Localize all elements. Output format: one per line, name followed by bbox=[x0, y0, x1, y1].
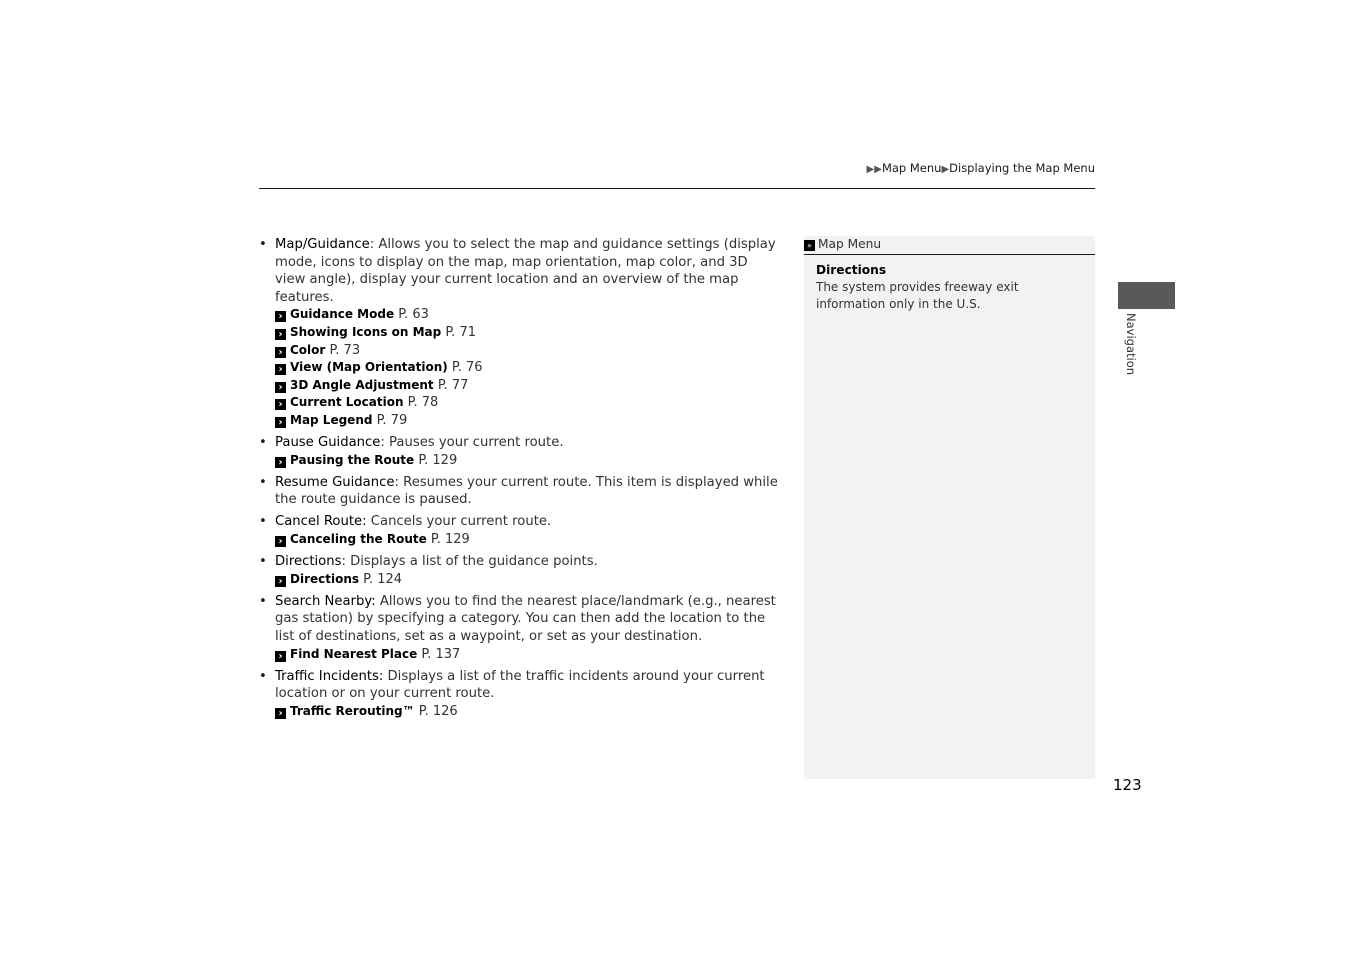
reference-arrow-icon: › bbox=[275, 347, 286, 358]
reference-link[interactable] bbox=[275, 342, 779, 360]
item-description: : Pauses your current route. bbox=[380, 435, 564, 451]
reference-link[interactable] bbox=[275, 571, 779, 589]
reference-page: P. 78 bbox=[407, 395, 439, 411]
reference-link[interactable] bbox=[275, 377, 779, 395]
breadcrumb-item-map-menu[interactable]: Map Menu bbox=[881, 161, 942, 175]
reference-title: Directions bbox=[290, 571, 360, 586]
reference-title: Find Nearest Place bbox=[290, 646, 418, 661]
reference-page: P. 77 bbox=[437, 377, 469, 393]
note-text: The system provides freeway exit information only in the U.S. bbox=[816, 280, 1019, 311]
bullet: • bbox=[259, 593, 267, 609]
reference-page: P. 129 bbox=[430, 532, 470, 547]
note-heading-text: Map Menu bbox=[818, 237, 882, 251]
triangle-right-icon: ▶ bbox=[941, 164, 950, 175]
reference-arrow-icon: › bbox=[275, 364, 286, 375]
item-description: Cancels your current route. bbox=[366, 514, 552, 530]
reference-title: Map Legend bbox=[290, 412, 373, 427]
item-term: Traffic Incidents: bbox=[275, 668, 384, 684]
section-tab bbox=[1118, 282, 1175, 309]
reference-page: P. 76 bbox=[451, 360, 483, 376]
bullet: • bbox=[259, 435, 267, 451]
item-term: Directions bbox=[275, 554, 342, 570]
bullet: • bbox=[259, 668, 267, 684]
reference-link[interactable] bbox=[275, 452, 779, 470]
reference-title: Traffic Rerouting™ bbox=[290, 703, 415, 718]
note-icon: » bbox=[804, 240, 815, 251]
note-sidebar bbox=[804, 236, 1095, 779]
reference-link[interactable] bbox=[275, 306, 779, 324]
triangle-right-icon: ▶▶ bbox=[866, 164, 882, 175]
item-description: Allows you to find the nearest place/landmark (e.g., nearest gas station) by specifying a category. You can then add the location to the list of destinations, set as a waypoint, or set as your destination. bbox=[275, 593, 776, 644]
reference-link[interactable] bbox=[275, 394, 779, 412]
list-item-directions bbox=[259, 553, 779, 588]
reference-page: P. 79 bbox=[376, 412, 408, 428]
item-description: : Displays a list of the guidance points. bbox=[341, 554, 598, 570]
bullet: • bbox=[259, 474, 267, 490]
reference-link[interactable] bbox=[275, 646, 779, 664]
reference-link[interactable] bbox=[275, 531, 779, 549]
reference-title: Pausing the Route bbox=[290, 452, 415, 467]
page-number: 123 bbox=[1113, 776, 1142, 794]
note-subheading: Directions bbox=[816, 263, 887, 277]
reference-page: P. 126 bbox=[418, 703, 458, 719]
item-term: Search Nearby: bbox=[275, 593, 376, 609]
reference-link[interactable] bbox=[275, 359, 779, 377]
reference-arrow-icon: › bbox=[275, 399, 286, 410]
reference-arrow-icon: › bbox=[275, 457, 286, 468]
item-term: Pause Guidance bbox=[275, 435, 381, 451]
reference-link[interactable] bbox=[275, 412, 779, 430]
item-description: Displays a list of the traffic incidents around your current location or on your current route. bbox=[275, 668, 765, 702]
breadcrumb-item-displaying-map-menu[interactable]: Displaying the Map Menu bbox=[949, 161, 1095, 175]
reference-page: P. 63 bbox=[398, 307, 429, 323]
list-item-traffic-incidents bbox=[259, 668, 779, 721]
item-term: Resume Guidance bbox=[275, 474, 395, 490]
item-term: Map/Guidance bbox=[275, 237, 370, 252]
reference-title: Current Location bbox=[290, 395, 404, 410]
list-item-search-nearby bbox=[259, 593, 779, 663]
reference-arrow-icon: › bbox=[275, 311, 286, 322]
reference-arrow-icon: › bbox=[275, 576, 286, 587]
item-description: : Allows you to select the map and guidance settings (display mode, icons to display on the map, map orientation, map color, and 3D view angle), display your current location and an overview of the map features. bbox=[275, 237, 776, 305]
reference-link[interactable] bbox=[275, 703, 779, 721]
reference-arrow-icon: › bbox=[275, 329, 286, 340]
section-label: Navigation bbox=[1124, 313, 1138, 376]
reference-arrow-icon: › bbox=[275, 651, 286, 662]
reference-page: P. 73 bbox=[329, 342, 361, 358]
reference-arrow-icon: › bbox=[275, 382, 286, 393]
list-item-pause-guidance bbox=[259, 434, 779, 469]
bullet: • bbox=[259, 237, 267, 252]
list-item-cancel-route bbox=[259, 513, 779, 548]
reference-arrow-icon: › bbox=[275, 708, 286, 719]
reference-title: Color bbox=[290, 342, 326, 357]
reference-arrow-icon: › bbox=[275, 417, 286, 428]
note-heading bbox=[804, 236, 1095, 255]
reference-page: P. 129 bbox=[418, 452, 458, 468]
list-item-resume-guidance bbox=[259, 474, 779, 509]
reference-title: View (Map Orientation) bbox=[290, 360, 448, 375]
reference-page: P. 137 bbox=[421, 646, 461, 662]
list-item-map-guidance bbox=[259, 236, 779, 430]
item-description: : Resumes your current route. This item is displayed while the route guidance is paused. bbox=[275, 474, 778, 508]
main-content bbox=[259, 236, 779, 725]
reference-link[interactable] bbox=[275, 324, 779, 342]
reference-title: 3D Angle Adjustment bbox=[290, 377, 434, 392]
reference-title: Canceling the Route bbox=[290, 532, 427, 546]
reference-page: P. 71 bbox=[445, 324, 476, 340]
breadcrumb bbox=[867, 161, 1095, 175]
bullet: • bbox=[259, 514, 267, 530]
reference-page: P. 124 bbox=[363, 571, 403, 587]
reference-arrow-icon: › bbox=[275, 536, 286, 547]
item-term: Cancel Route: bbox=[275, 514, 367, 530]
bullet: • bbox=[259, 554, 267, 570]
reference-title: Guidance Mode bbox=[290, 307, 395, 322]
reference-title: Showing Icons on Map bbox=[290, 324, 442, 339]
header-divider bbox=[259, 188, 1095, 189]
